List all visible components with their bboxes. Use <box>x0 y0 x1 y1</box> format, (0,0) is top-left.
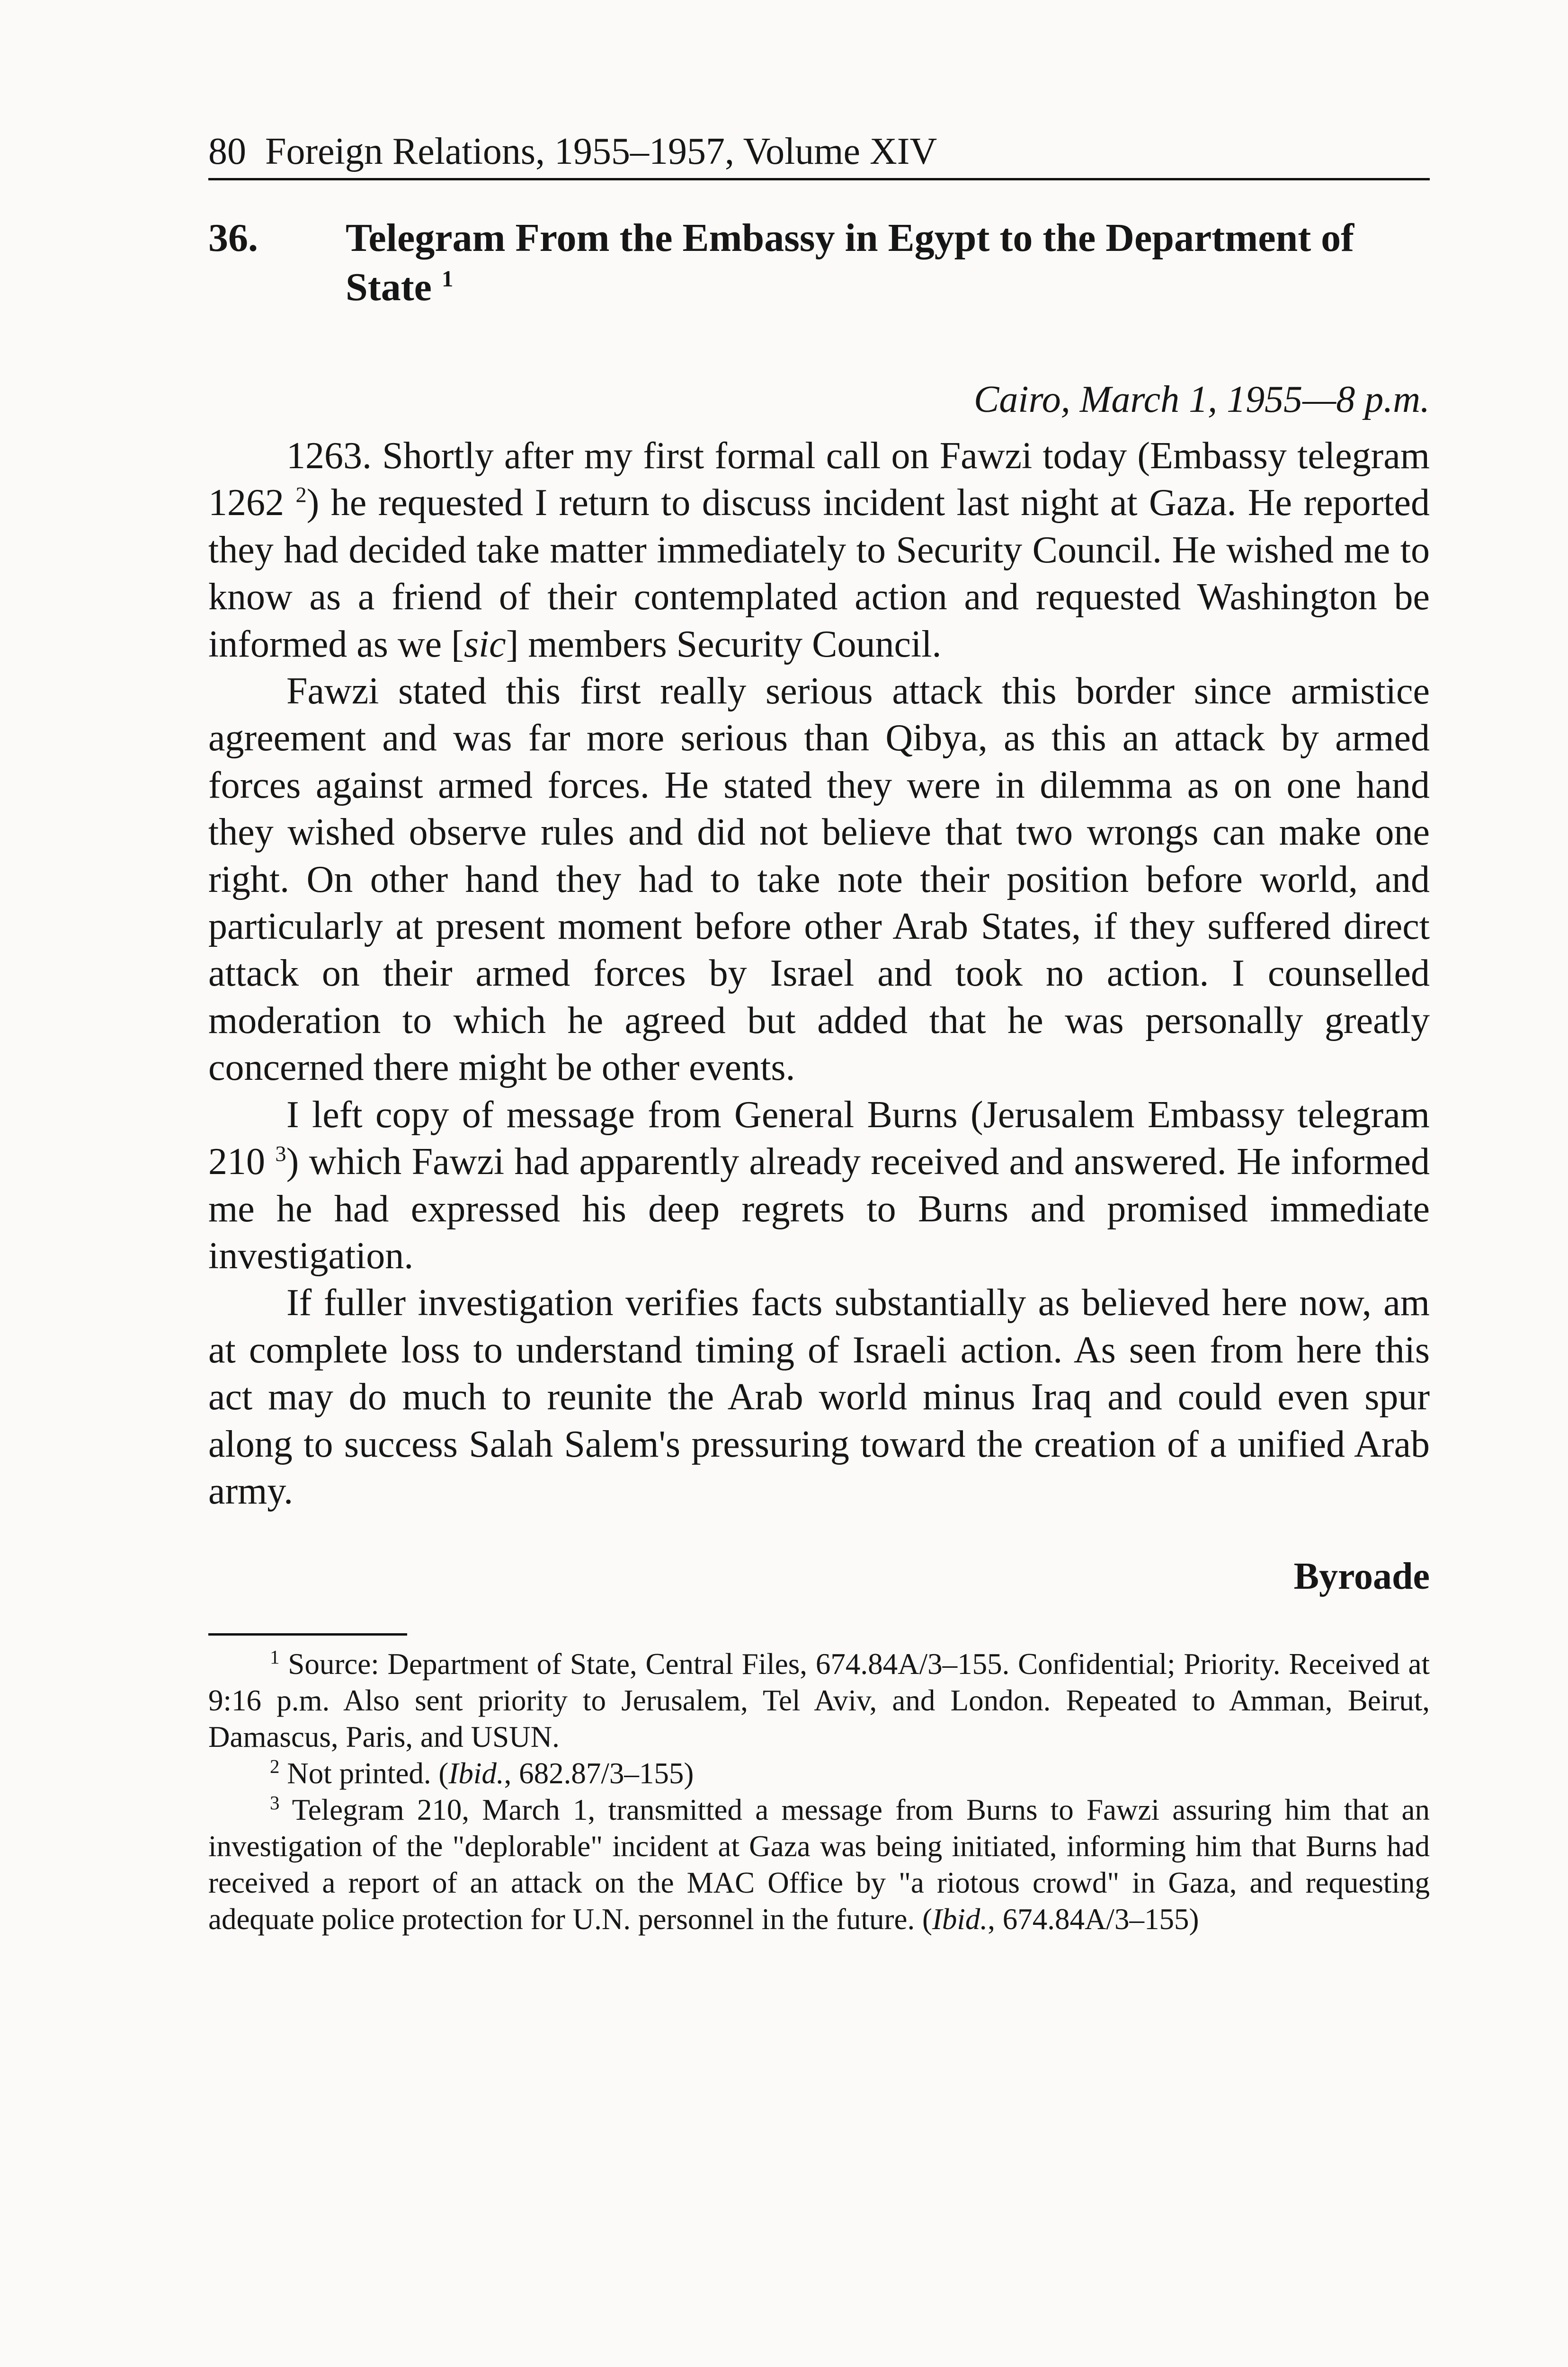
footnote-mark-1: 1 <box>270 1646 280 1668</box>
book-page <box>208 128 1430 1938</box>
footnote-divider <box>208 1633 407 1636</box>
footnote-mark-2: 2 <box>270 1756 280 1778</box>
footnote-2-text-b: , 682.87/3–155) <box>504 1757 694 1790</box>
footnote-2 <box>208 1755 1430 1792</box>
dateline: Cairo, March 1, 1955—8 p.m. <box>974 379 1430 420</box>
paragraph-3 <box>208 1092 1430 1280</box>
ibid-ref: Ibid. <box>932 1903 988 1936</box>
paragraph-4: If fuller investigation verifies facts substantially as believed here now, am at complete loss to understand timing of Israeli action. As seen from here this act may do much to reunite the Arab world minus Iraq and could even spur along to success Salah Salem's pressuring toward the creation of a unified Arab army. <box>208 1282 1430 1512</box>
document-heading <box>208 214 1430 312</box>
telegram-body <box>208 433 1430 1515</box>
signature: Byroade <box>1293 1556 1430 1598</box>
footnote-ref-1: 1 <box>441 266 454 292</box>
footnote-ref-3: 3 <box>275 1142 286 1166</box>
paragraph-1-text-c: ] members Security Council. <box>506 623 942 665</box>
paragraph-3-text-b: ) which Fawzi had apparently already received and answered. He informed me he had expressed his deep regrets to Burns and promised immediate investigation. <box>208 1141 1430 1277</box>
paragraph-3-text-a: I left copy of message from General Burns (Jerusalem Embassy telegram 210 <box>208 1094 1430 1183</box>
paragraph-2: Fawzi stated this first really serious attack this border since armistice agreement and was far more serious than Qibya, as this an attack by armed forces against armed forces. He stated they were in dilemma as on one hand they wished observe rules and did not believe that two wrongs can make one right. On other hand they had to take note their position before world, and particularly at present moment before other Arab States, if they suffered direct attack on their armed forces by Israel and took no action. I counselled moderation to which he agreed but added that he was personally greatly concerned there might be other events. <box>208 670 1430 1089</box>
document-number: 36. <box>208 216 258 260</box>
footnote-mark-3: 3 <box>270 1792 280 1814</box>
footnote-ref-2: 2 <box>295 483 307 507</box>
ibid-ref: Ibid. <box>448 1757 504 1790</box>
page-number: 80 <box>208 131 246 172</box>
footnote-1 <box>208 1646 1430 1755</box>
running-title: Foreign Relations, 1955–1957, Volume XIV <box>265 131 937 172</box>
document-title <box>346 214 1430 312</box>
paragraph-1 <box>208 433 1430 668</box>
running-head <box>208 128 1430 180</box>
footnote-3-text-a: Telegram 210, March 1, transmitted a message from Burns to Fawzi assuring him that an investigation of the "deplorable" incident at Gaza was being initiated, informing him that Burns had received a report of an attack on the MAC Office by "a riotous crowd" in Gaza, and requesting adequate police protection for U.N. personnel in the future. ( <box>208 1793 1430 1936</box>
footnote-2-text-a: Not printed. ( <box>287 1757 449 1790</box>
paragraph-1-text-b: ) he requested I return to discuss incident last night at Gaza. He reported they had decided take matter immediately to Security Council. He wished me to know as a friend of their contemplated action and requested Washington be informed as we [ <box>208 482 1430 665</box>
footnotes <box>208 1646 1430 1938</box>
document-title-text: Telegram From the Embassy in Egypt to the Department of State <box>346 216 1354 309</box>
footnote-3-text-b: , 674.84A/3–155) <box>988 1903 1199 1936</box>
footnote-1-text: Source: Department of State, Central Files, 674.84A/3–155. Confidential; Priority. Received at 9:16 p.m. Also sent priority to Jerusalem, Tel Aviv, and London. Repeated to Amman, Beirut, Damascus, Paris, and USUN. <box>208 1647 1430 1754</box>
sic-note: sic <box>463 623 506 665</box>
footnote-3 <box>208 1792 1430 1938</box>
paragraph-1-text-a: 1263. Shortly after my first formal call on Fawzi today (Embassy telegram 1262 <box>208 435 1430 524</box>
